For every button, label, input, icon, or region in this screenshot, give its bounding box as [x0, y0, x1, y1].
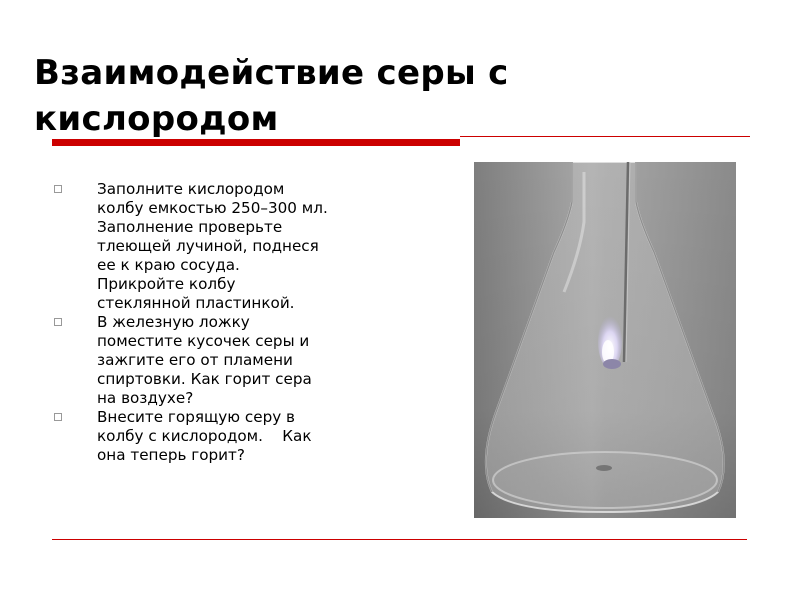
bullet-text-line: Прикройте колбу	[97, 275, 236, 293]
bullet-text-line: колбу с кислородом. Как	[97, 427, 312, 445]
bullet-text-line: тлеющей лучиной, поднеся	[97, 237, 319, 255]
bullet-text-line: зажгите его от пламени	[97, 351, 293, 369]
title-line-1: Взаимодействие серы с	[34, 53, 509, 93]
bullet-square-icon	[54, 318, 62, 326]
flask-photo	[474, 162, 736, 518]
bullet-text-line: Заполните кислородом	[97, 180, 285, 198]
bullet-item	[52, 180, 392, 313]
bullet-square-icon	[54, 185, 62, 193]
footer-divider	[52, 539, 747, 540]
title-line-2: кислородом	[34, 99, 279, 139]
bullet-text-line: Внесите горящую серу в	[97, 408, 295, 426]
bullet-text-line: Заполнение проверьте	[97, 218, 283, 236]
bullet-text-line: она теперь горит?	[97, 446, 245, 464]
bullet-text-line: В железную ложку	[97, 313, 250, 331]
slide-title	[34, 50, 674, 142]
title-underline-thick	[52, 139, 460, 146]
bullet-text-line: ее к краю сосуда.	[97, 256, 240, 274]
bullet-item	[52, 313, 392, 408]
bullet-text-line: на воздухе?	[97, 389, 194, 407]
bullet-text-line: колбу емкостью 250–300 мл.	[97, 199, 328, 217]
bullet-text-line: спиртовки. Как горит сера	[97, 370, 312, 388]
bullet-text-line: поместите кусочек серы и	[97, 332, 310, 350]
bullet-list	[52, 180, 392, 465]
bullet-item	[52, 408, 392, 465]
bullet-square-icon	[54, 413, 62, 421]
bullet-text-line: стеклянной пластинкой.	[97, 294, 295, 312]
title-underline-thin	[460, 136, 750, 137]
